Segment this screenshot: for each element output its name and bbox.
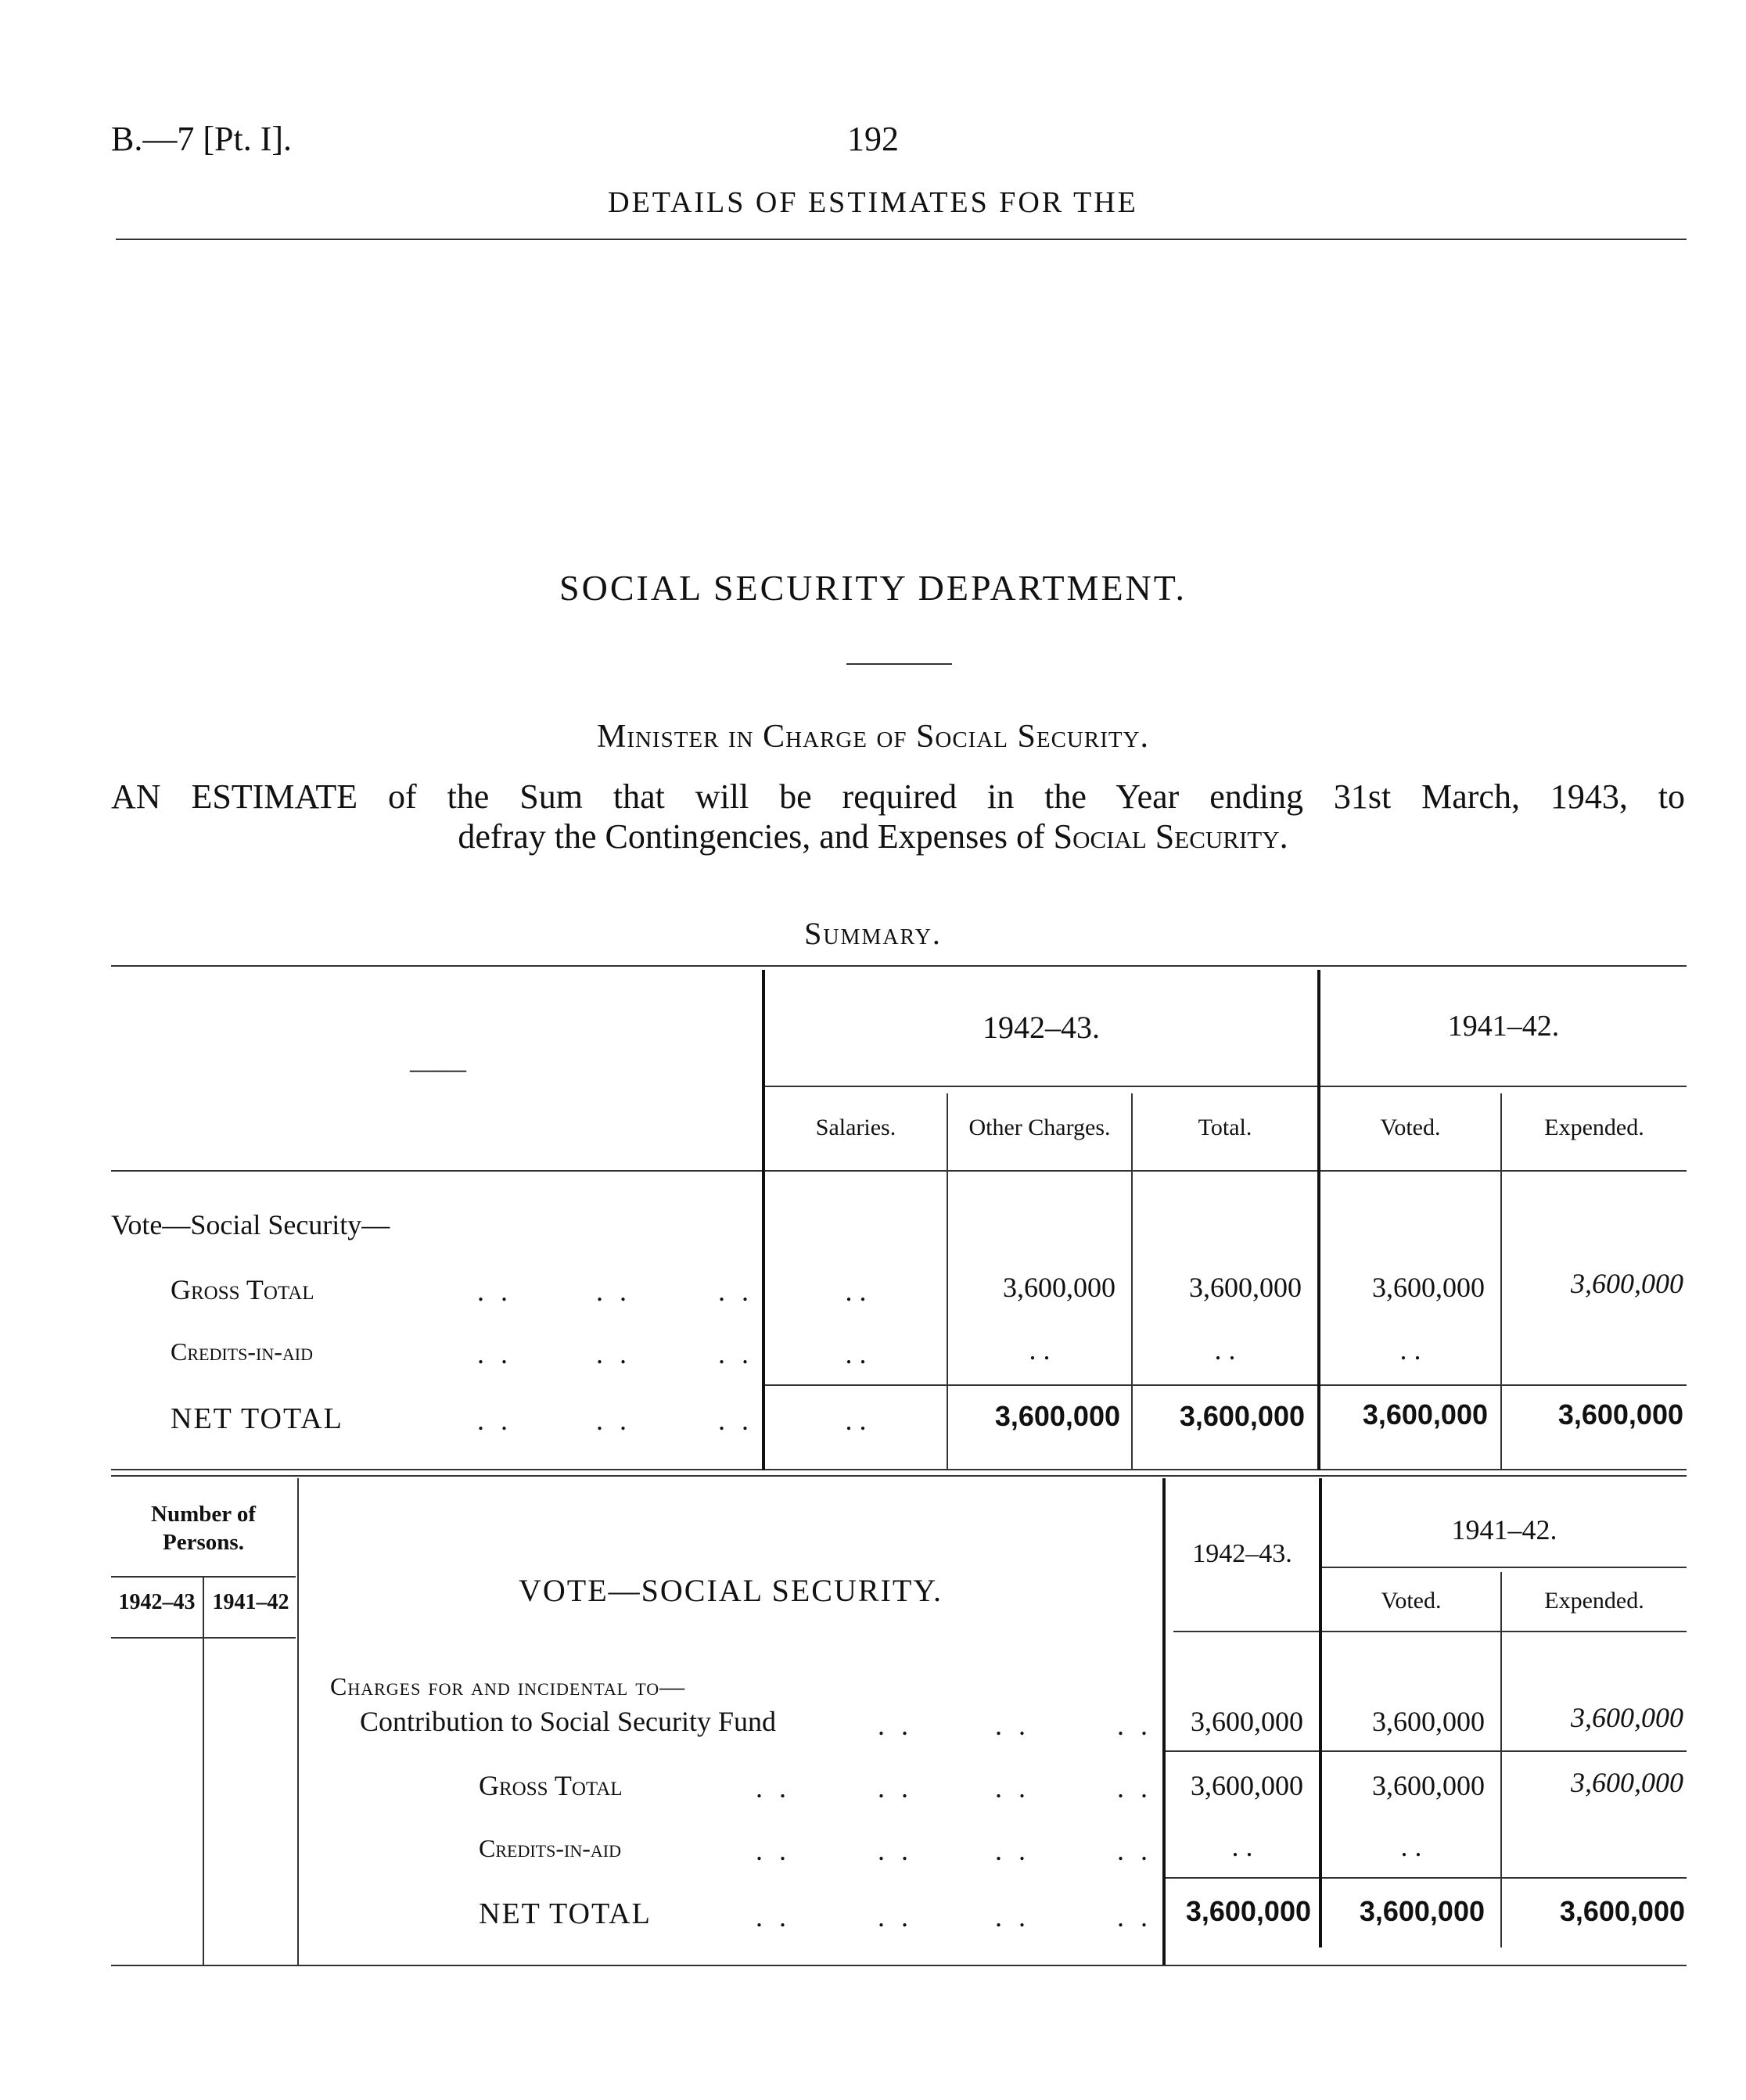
leader-dots: . . xyxy=(1117,1772,1152,1804)
leader-dots: . . xyxy=(995,1901,1030,1933)
vote-head-bottom-rule xyxy=(1173,1631,1687,1632)
leader-dots: . . xyxy=(756,1901,791,1933)
vote-vline-persons-right xyxy=(297,1478,299,1965)
summary-cell-salaries: . . xyxy=(845,1276,867,1307)
vote-persons-year-previous: 1941–42 xyxy=(212,1590,289,1614)
leader-dots: . . xyxy=(718,1338,753,1369)
leader-dots: . . xyxy=(477,1276,512,1307)
leader-dots: . . xyxy=(756,1772,791,1804)
vote-cell-voted: 3,600,000 xyxy=(1372,1706,1485,1737)
leader-dots: . . xyxy=(878,1772,913,1804)
summary-cell-voted: 3,600,000 xyxy=(1372,1272,1485,1303)
page-number: 192 xyxy=(847,120,899,158)
summary-cell-expended: 3,600,000 xyxy=(1571,1268,1683,1299)
vote-cell-voted: 3,600,000 xyxy=(1372,1770,1485,1801)
vote-cell-voted: 3,600,000 xyxy=(1359,1895,1485,1927)
leader-dots: . . xyxy=(596,1276,631,1307)
summary-year-current: 1942–43. xyxy=(983,1010,1100,1045)
vote-vline-persons-mid xyxy=(203,1578,204,1965)
vote-cell-current: . . xyxy=(1231,1831,1253,1862)
vote-cell-expended: 3,600,000 xyxy=(1571,1767,1683,1798)
document-reference: B.—7 [Pt. I]. xyxy=(111,120,292,158)
leader-dots: . . xyxy=(878,1835,913,1866)
summary-col-expended: Expended. xyxy=(1544,1115,1644,1140)
leader-dots: . . xyxy=(718,1276,753,1307)
vote-title: VOTE—SOCIAL SECURITY. xyxy=(518,1573,943,1608)
vote-net-rule xyxy=(1166,1877,1687,1879)
leader-dots: . . xyxy=(477,1338,512,1369)
leader-dots: . . xyxy=(995,1772,1030,1804)
vote-cell-current: 3,600,000 xyxy=(1185,1895,1311,1927)
summary-year-previous: 1941–42. xyxy=(1447,1010,1560,1043)
summary-row-label: Credits-in-aid xyxy=(171,1337,313,1366)
summary-cell-other: . . xyxy=(1029,1334,1051,1366)
summary-cell-total: . . xyxy=(1214,1334,1236,1366)
vote-cell-expended: 3,600,000 xyxy=(1571,1702,1683,1733)
leader-dots: . . xyxy=(477,1405,512,1436)
estimate-line-2-smallcaps: Social Security. xyxy=(1053,817,1288,856)
summary-col-voted: Voted. xyxy=(1380,1115,1441,1140)
vote-col-expended: Expended. xyxy=(1544,1588,1644,1614)
vote-persons-year-current: 1942–43 xyxy=(118,1590,196,1614)
leader-dots: . . xyxy=(878,1710,913,1741)
summary-cell-other: 3,600,000 xyxy=(994,1400,1120,1432)
vote-year-current: 1942–43. xyxy=(1192,1539,1292,1568)
vote-bottom-rule xyxy=(111,1965,1687,1966)
summary-col-salaries: Salaries. xyxy=(815,1115,896,1140)
leader-dots: . . xyxy=(596,1338,631,1369)
summary-cell-expended: 3,600,000 xyxy=(1557,1398,1683,1431)
page-subtitle: DETAILS OF ESTIMATES FOR THE xyxy=(608,186,1138,219)
vote-cell-current: 3,600,000 xyxy=(1191,1706,1303,1737)
summary-cell-salaries: . . xyxy=(845,1405,867,1436)
vote-row-label: Contribution to Social Security Fund xyxy=(360,1706,776,1737)
leader-dots: . . xyxy=(995,1835,1030,1866)
summary-row-label: Gross Total xyxy=(171,1274,314,1305)
vote-cell-voted: . . xyxy=(1400,1831,1422,1862)
leader-dots: . . xyxy=(756,1835,791,1866)
summary-cell-other: 3,600,000 xyxy=(1003,1272,1116,1303)
leader-dots: . . xyxy=(1117,1835,1152,1866)
summary-vote-label: Vote—Social Security— xyxy=(111,1209,390,1240)
department-title: SOCIAL SECURITY DEPARTMENT. xyxy=(559,568,1187,608)
vote-year-previous: 1941–42. xyxy=(1451,1514,1557,1545)
summary-heading: Summary. xyxy=(804,916,942,951)
summary-cell-total: 3,600,000 xyxy=(1179,1400,1305,1432)
vote-charges-label: Charges for and incidental to— xyxy=(330,1672,686,1700)
leader-dots: . . xyxy=(995,1710,1030,1741)
minister-line: Minister in Charge of Social Security. xyxy=(596,719,1150,755)
leader-dots: . . xyxy=(1117,1901,1152,1933)
vote-col-voted: Voted. xyxy=(1381,1588,1442,1614)
leader-dots: . . xyxy=(596,1405,631,1436)
summary-cell-voted: . . xyxy=(1399,1334,1421,1366)
vote-cell-current: 3,600,000 xyxy=(1191,1770,1303,1801)
leader-dots: . . xyxy=(718,1405,753,1436)
summary-cell-salaries: . . xyxy=(845,1338,867,1369)
vote-gross-rule xyxy=(1166,1750,1687,1752)
summary-row-label: NET TOTAL xyxy=(171,1402,343,1435)
leader-dots: . . xyxy=(1117,1710,1152,1741)
vote-row-label: Credits-in-aid xyxy=(479,1834,621,1862)
vote-row-label: Gross Total xyxy=(479,1770,623,1801)
summary-col-total: Total. xyxy=(1198,1115,1252,1140)
estimate-line-1: AN ESTIMATE of the Sum that will be required in the Year ending 31st March, 1943, to xyxy=(111,777,1685,816)
summary-cell-total: 3,600,000 xyxy=(1189,1272,1302,1303)
leader-dots: . . xyxy=(878,1901,913,1933)
vote-vline-voted xyxy=(1500,1572,1502,1947)
vote-row-label: NET TOTAL xyxy=(479,1897,652,1930)
vote-year-rule xyxy=(1320,1567,1687,1568)
estimate-line-2-prefix: defray the Contingencies, and Expenses of xyxy=(458,817,1045,856)
vote-persons-header: Number of Persons. xyxy=(151,1502,256,1555)
summary-dash: —— xyxy=(410,1053,466,1084)
summary-cell-voted: 3,600,000 xyxy=(1362,1398,1488,1431)
vote-cell-expended: 3,600,000 xyxy=(1559,1895,1685,1927)
summary-col-other: Other Charges. xyxy=(968,1115,1111,1140)
